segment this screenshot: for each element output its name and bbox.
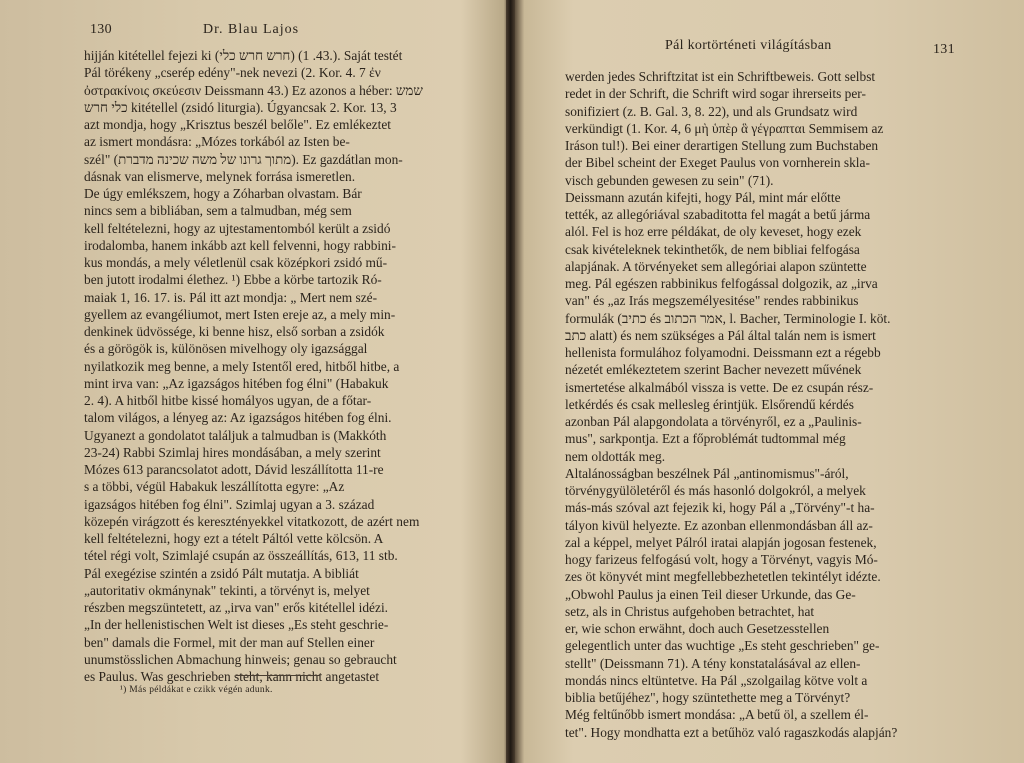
left-footnote: ¹) Más példákat e czikk végén adunk. <box>120 685 273 695</box>
text-line: 23-24) Rabbi Szimlaj hires mondásában, a mely szerint <box>84 444 381 460</box>
text-line: Iráson tul!). Bei einer derartigen Stellung zum Buchstaben <box>565 138 879 153</box>
right-page-number: 131 <box>933 42 955 57</box>
text-line: talom világos, a lényeg az: Az igazságos hitében fog élni. <box>84 410 392 426</box>
text-line: azonban Pál alapgondolata a törvényről, ez a „Paulinis- <box>565 414 862 429</box>
text-line: gelegentlich unter das wuchtige „Es steht geschrieben" ge- <box>565 638 880 654</box>
left-page <box>0 0 506 763</box>
text-line: tet". Hogy mondhatta ezt a betűhöz való ragaszkodás alapján? <box>565 724 898 740</box>
text-line: mus", sarkpontja. Ezt a főproblémát tudtommal még <box>565 431 846 447</box>
text-line: igazságos hitében fog élni". Szimlaj ugyan a 3. század <box>84 496 375 512</box>
text-line: verkündigt (1. Kor. 4, 6 μὴ ὑπὲρ ἃ γέγραπται Semmisem az <box>565 120 884 136</box>
text-line: azt mondja, hogy „Krisztus beszél belőle". Ez emlékeztet <box>84 117 392 132</box>
text-line: setz, als in Christus aufgehoben betrachtet, hat <box>565 603 815 619</box>
text-line: Még feltűnőbb ismert mondása: „A betű öl, a szellem él- <box>565 707 869 723</box>
text-line: tétel régi volt, Szimlajé csupán az összeállítás, 613, 11 stb. <box>84 548 398 564</box>
text-line: denkinek üdvössége, ki benne hisz, első sorban a zsidók <box>84 324 385 339</box>
text-line: mondás nincs eltüntetve. Ha Pál „szolgailag kötve volt a <box>565 672 868 688</box>
left-body-text <box>84 47 479 685</box>
text-line: más-más szóval azt fejezik ki, hogy Pál a „Törvény"-t ha- <box>565 500 875 516</box>
text-line: sonifiziert (z. B. Gal. 3, 8. 22), und als Grundsatz wird <box>565 103 858 119</box>
text-line: kell feltételezni, hogy az ujtestamentomból került a zsidó <box>84 220 391 236</box>
text-line: zal a képpel, melyet Pálról iratai alapján jogosan festenek, <box>565 534 877 550</box>
text-line: nyilatkozik meg benne, a mely Istentől ered, hitből hitbe, a <box>84 358 400 374</box>
text-line: az ismert mondásra: „Mózes torkából az Isten be- <box>84 134 350 150</box>
text-line: „autoritativ okmánynak" tekinti, a törvényt is, melyet <box>84 582 370 598</box>
text-line: csak kivételeknek tekinthetők, de nem bibliai felfogása <box>565 241 860 257</box>
text-line: maiak 1, 16. 17. is. Pál itt azt mondja: „ Mert nem szé- <box>84 289 378 305</box>
text-line: unumstösslichen Abmachung hinweis; genau so gebraucht <box>84 651 397 667</box>
text-line: irodalomba, hanem inkább azt kell felvenni, hogy rabbini- <box>84 237 396 253</box>
text-line: Ugyanezt a gondolatot találjuk a talmudban is (Makkóth <box>84 427 387 443</box>
text-line: meg. Pál egészen rabbinikus felfogással dolgozik, az „irva <box>565 276 878 291</box>
text-line: zes öt könyvét mint megfellebbezhetetlen tekintélyt idézte. <box>565 569 881 585</box>
text-line: visch gebunden gewesen zu sein" (71). <box>565 172 774 188</box>
left-running-head: Dr. Blau Lajos <box>203 22 300 37</box>
text-line: „In der hellenistischen Welt ist dieses „Es steht geschrie- <box>84 617 389 633</box>
footnote-rule <box>236 675 320 676</box>
text-line: tályon kivül helyezte. Ez azonban ellenmondásban áll az- <box>565 517 873 533</box>
text-line: van" és „az Irás megszemélyesitése" rendes rabbinikus <box>565 293 859 309</box>
text-line: Altalánosságban beszélnek Pál „antinomismus"-áról, <box>565 465 849 481</box>
text-line: dásnak van elismerve, melynek forrása ismeretlen. <box>84 168 356 184</box>
text-line: Pál törékeny „cserép edény"-nek nevezi (2. Kor. 4. 7 ἐν <box>84 65 381 81</box>
text-line: Pál exegézise szintén a zsidó Pált mutatja. A bibliát <box>84 565 359 581</box>
text-line: kell feltételezni, hogy ezt a tételt Páltól vette kölcsön. A <box>84 531 384 546</box>
text-line: letkérdés és csak mellesleg érintjük. Elsőrendű kérdés <box>565 396 854 412</box>
text-line: nincs sem a bibliában, sem a talmudban, még sem <box>84 203 352 219</box>
text-line: részben megszüntetett, az „irva van" erős kitétellel idézi. <box>84 600 389 615</box>
text-line: der Bibel scheint der Exeget Paulus von vornherein skla- <box>565 155 870 171</box>
text-line: közepén virágzott és keresztényekkel vitatkozott, de azért nem <box>84 513 420 529</box>
text-line: nézetét emlékeztetem szerint Bacher nevezett művének <box>565 362 862 378</box>
text-line: és a görögök is, különösen mivelhogy oly igazsággal <box>84 341 368 357</box>
left-page-number: 130 <box>90 22 112 37</box>
text-line: Mózes 613 parancsolatot adott, Dávid leszállította 11-re <box>84 462 384 477</box>
text-line: s a többi, végül Habakuk leszállította egyre: „Az <box>84 479 345 495</box>
text-line: 2. 4). A hitből hitbe kissé homályos ugyan, de a főtar- <box>84 393 372 408</box>
text-line: hogy farizeus felfogású volt, hogy a Törvényt, vagyis Mó- <box>565 552 878 567</box>
text-line: stellt" (Deissmann 71). A tény konstatalásával az ellen- <box>565 655 861 671</box>
text-line: er, wie schon erwähnt, doch auch Gesetzesstellen <box>565 621 830 636</box>
text-line: biblia betűjéhez", hogy szüntethette meg a Törvényt? <box>565 690 851 705</box>
text-line: כתב alatt) és nem szükséges a Pál által talán nem is ismert <box>565 327 876 343</box>
right-body-text <box>565 68 965 741</box>
text-line: kus mondás, a mely véletlenül csak középkori zsidó mű- <box>84 255 388 270</box>
text-line: De úgy emlékszem, hogy a Zóharban olvastam. Bár <box>84 186 362 201</box>
text-line: ben jutott irodalmi élethez. ¹) Ebbe a körbe tartozik Ró- <box>84 272 382 288</box>
text-line: alól. Fel is hoz erre példákat, de oly keveset, hogy ezek <box>565 224 862 240</box>
text-line: gyellem az evangéliumot, mert Isten ereje az, a mely min- <box>84 306 396 322</box>
text-line: es Paulus. Was geschrieben steht, kann nicht angetastet <box>84 669 380 684</box>
text-line: Deissmann azután kifejti, hogy Pál, mint már előtte <box>565 189 841 205</box>
text-line: „Obwohl Paulus ja einen Teil dieser Urkunde, das Ge- <box>565 586 856 602</box>
text-line: ὀστρακίνοις σκεύεσιν Deissmann 43.) Ez azonos a héber: שמש <box>84 82 423 98</box>
text-line: formulák (כתיב és אמר הכתוב, l. Bacher, Terminologie I. köt. <box>565 310 891 326</box>
text-line: nem oldották meg. <box>565 448 666 464</box>
text-line: כלי חרש kitétellel (zsidó liturgia). Úgyancsak 2. Kor. 13, 3 <box>84 99 397 115</box>
text-line: ismertetése alkalmából vissza is vette. De ez csupán rész- <box>565 379 874 395</box>
text-line: törvénygyülöletéről és más hasonló dolgokról, a melyek <box>565 483 866 498</box>
right-page <box>515 0 1024 763</box>
right-running-head: Pál kortörténeti világításban <box>665 38 832 53</box>
book-binding <box>506 0 515 763</box>
text-line: szél" (מתוך גרונו של משה שכינה מדברת). Ez gazdátlan mon- <box>84 151 403 167</box>
text-line: werden jedes Schriftzitat ist ein Schriftbeweis. Gott selbst <box>565 69 876 84</box>
text-line: ben" damals die Formel, mit der man auf Stellen einer <box>84 634 375 650</box>
text-line: hijján kitétellel fejezi ki (חרש חרש כלי) (43. 1.). Saját testét <box>84 48 403 63</box>
text-line: alapjának. A törvényeket sem allegóriai alapon szüntette <box>565 258 867 274</box>
text-line: tették, az allegóriával szabaditotta fel magát a betű járma <box>565 207 871 222</box>
text-line: redet in der Schrift, die Schrift wird sogar ihrerseits per- <box>565 86 866 102</box>
text-line: hellenista formulához folyamodni. Deissmann ezt a régebb <box>565 345 881 360</box>
text-line: mint irva van: „Az igazságos hitében fog élni" (Habakuk <box>84 375 389 391</box>
